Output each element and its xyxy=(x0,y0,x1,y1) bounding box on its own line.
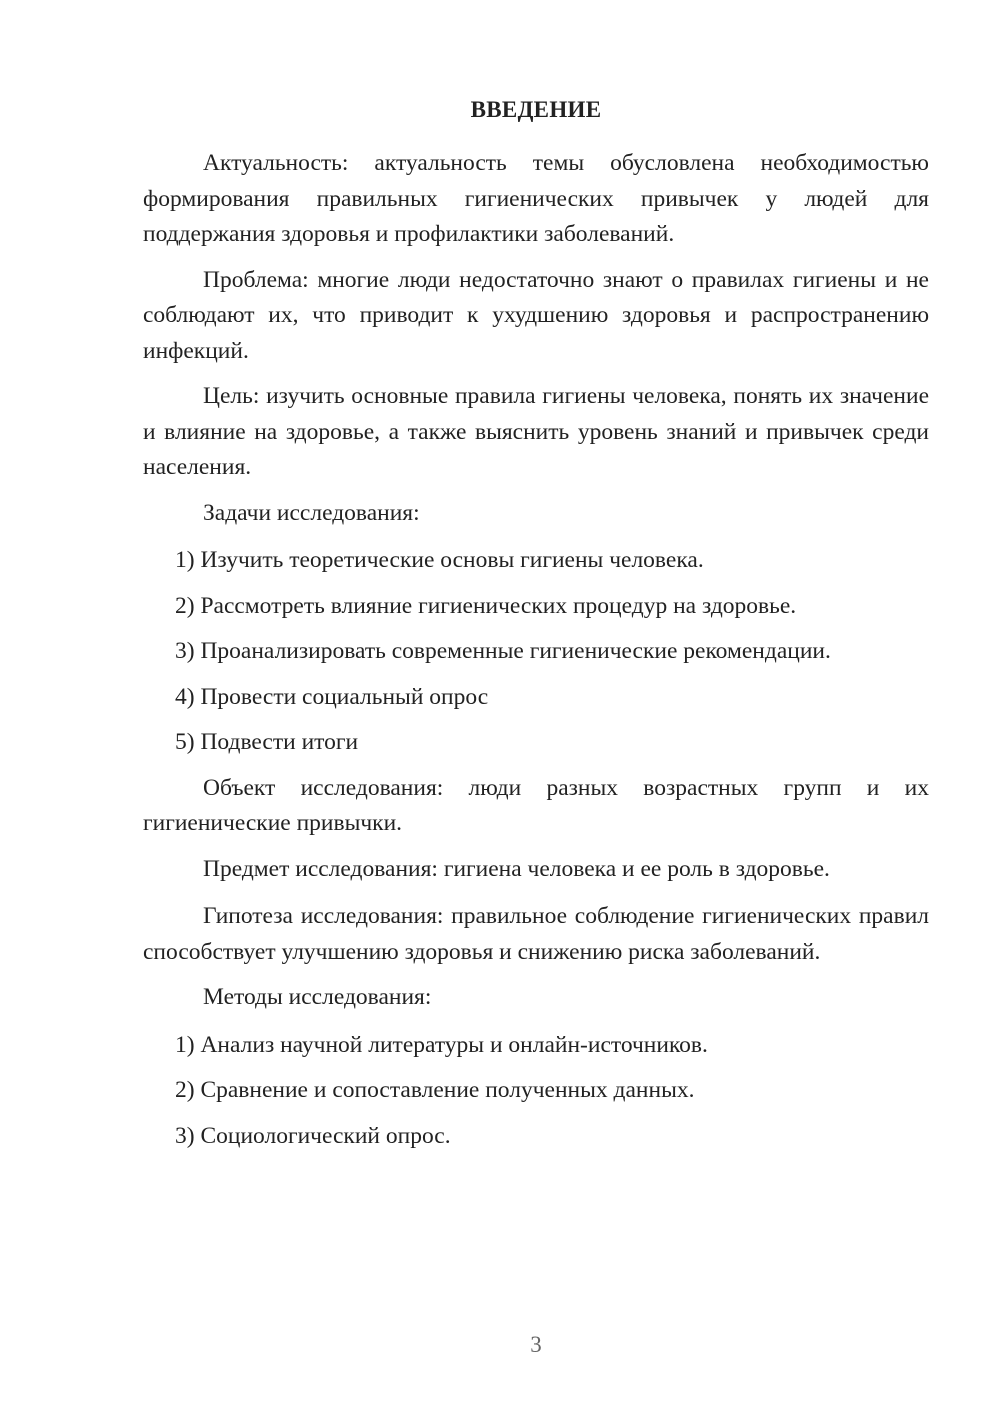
task-item: 3) Проанализировать современные гигиенические рекомендации. xyxy=(175,638,831,664)
hypothesis-paragraph: Гипотеза исследования: правильное соблюдение гигиенических правил способствует улучшению здоровья и снижению риска заболеваний. xyxy=(143,903,929,965)
object-paragraph: Объект исследования: люди разных возрастных групп и их гигиенические привычки. xyxy=(143,774,929,836)
problem-paragraph: Проблема: многие люди недостаточно знают о правилах гигиены и не соблюдают их, что приводит к ухудшению здоровья и распространению инфекций. xyxy=(143,266,929,364)
relevance-paragraph: Актуальность: актуальность темы обусловлена необходимостью формирования правильных гигиенических привычек у людей для поддержания здоровья и профилактики заболеваний. xyxy=(143,150,929,247)
task-item: 5) Подвести итоги xyxy=(175,729,359,755)
task-item: 2) Рассмотреть влияние гигиенических процедур на здоровье. xyxy=(175,592,797,619)
section-title: ВВЕДЕНИЕ xyxy=(470,97,602,122)
task-item: 1) Изучить теоретические основы гигиены человека. xyxy=(175,547,704,573)
tasks-heading: Задачи исследования: xyxy=(203,499,420,526)
methods-heading: Методы исследования: xyxy=(203,984,432,1010)
goal-paragraph: Цель: изучить основные правила гигиены человека, понять их значение и влияние на здоровье, а также выяснить уровень знаний и привычек среди населения. xyxy=(143,383,929,480)
page-number: 3 xyxy=(530,1332,542,1357)
task-item: 4) Провести социальный опрос xyxy=(175,683,489,710)
page-content xyxy=(143,92,929,1164)
subject-paragraph: Предмет исследования: гигиена человека и ее роль в здоровье. xyxy=(203,855,830,882)
methods-list xyxy=(143,1028,929,1155)
method-item: 3) Социологический опрос. xyxy=(175,1122,451,1149)
method-item: 2) Сравнение и сопоставление полученных данных. xyxy=(175,1077,695,1103)
method-item: 1) Анализ научной литературы и онлайн-источников. xyxy=(175,1031,708,1058)
tasks-list xyxy=(143,543,929,761)
